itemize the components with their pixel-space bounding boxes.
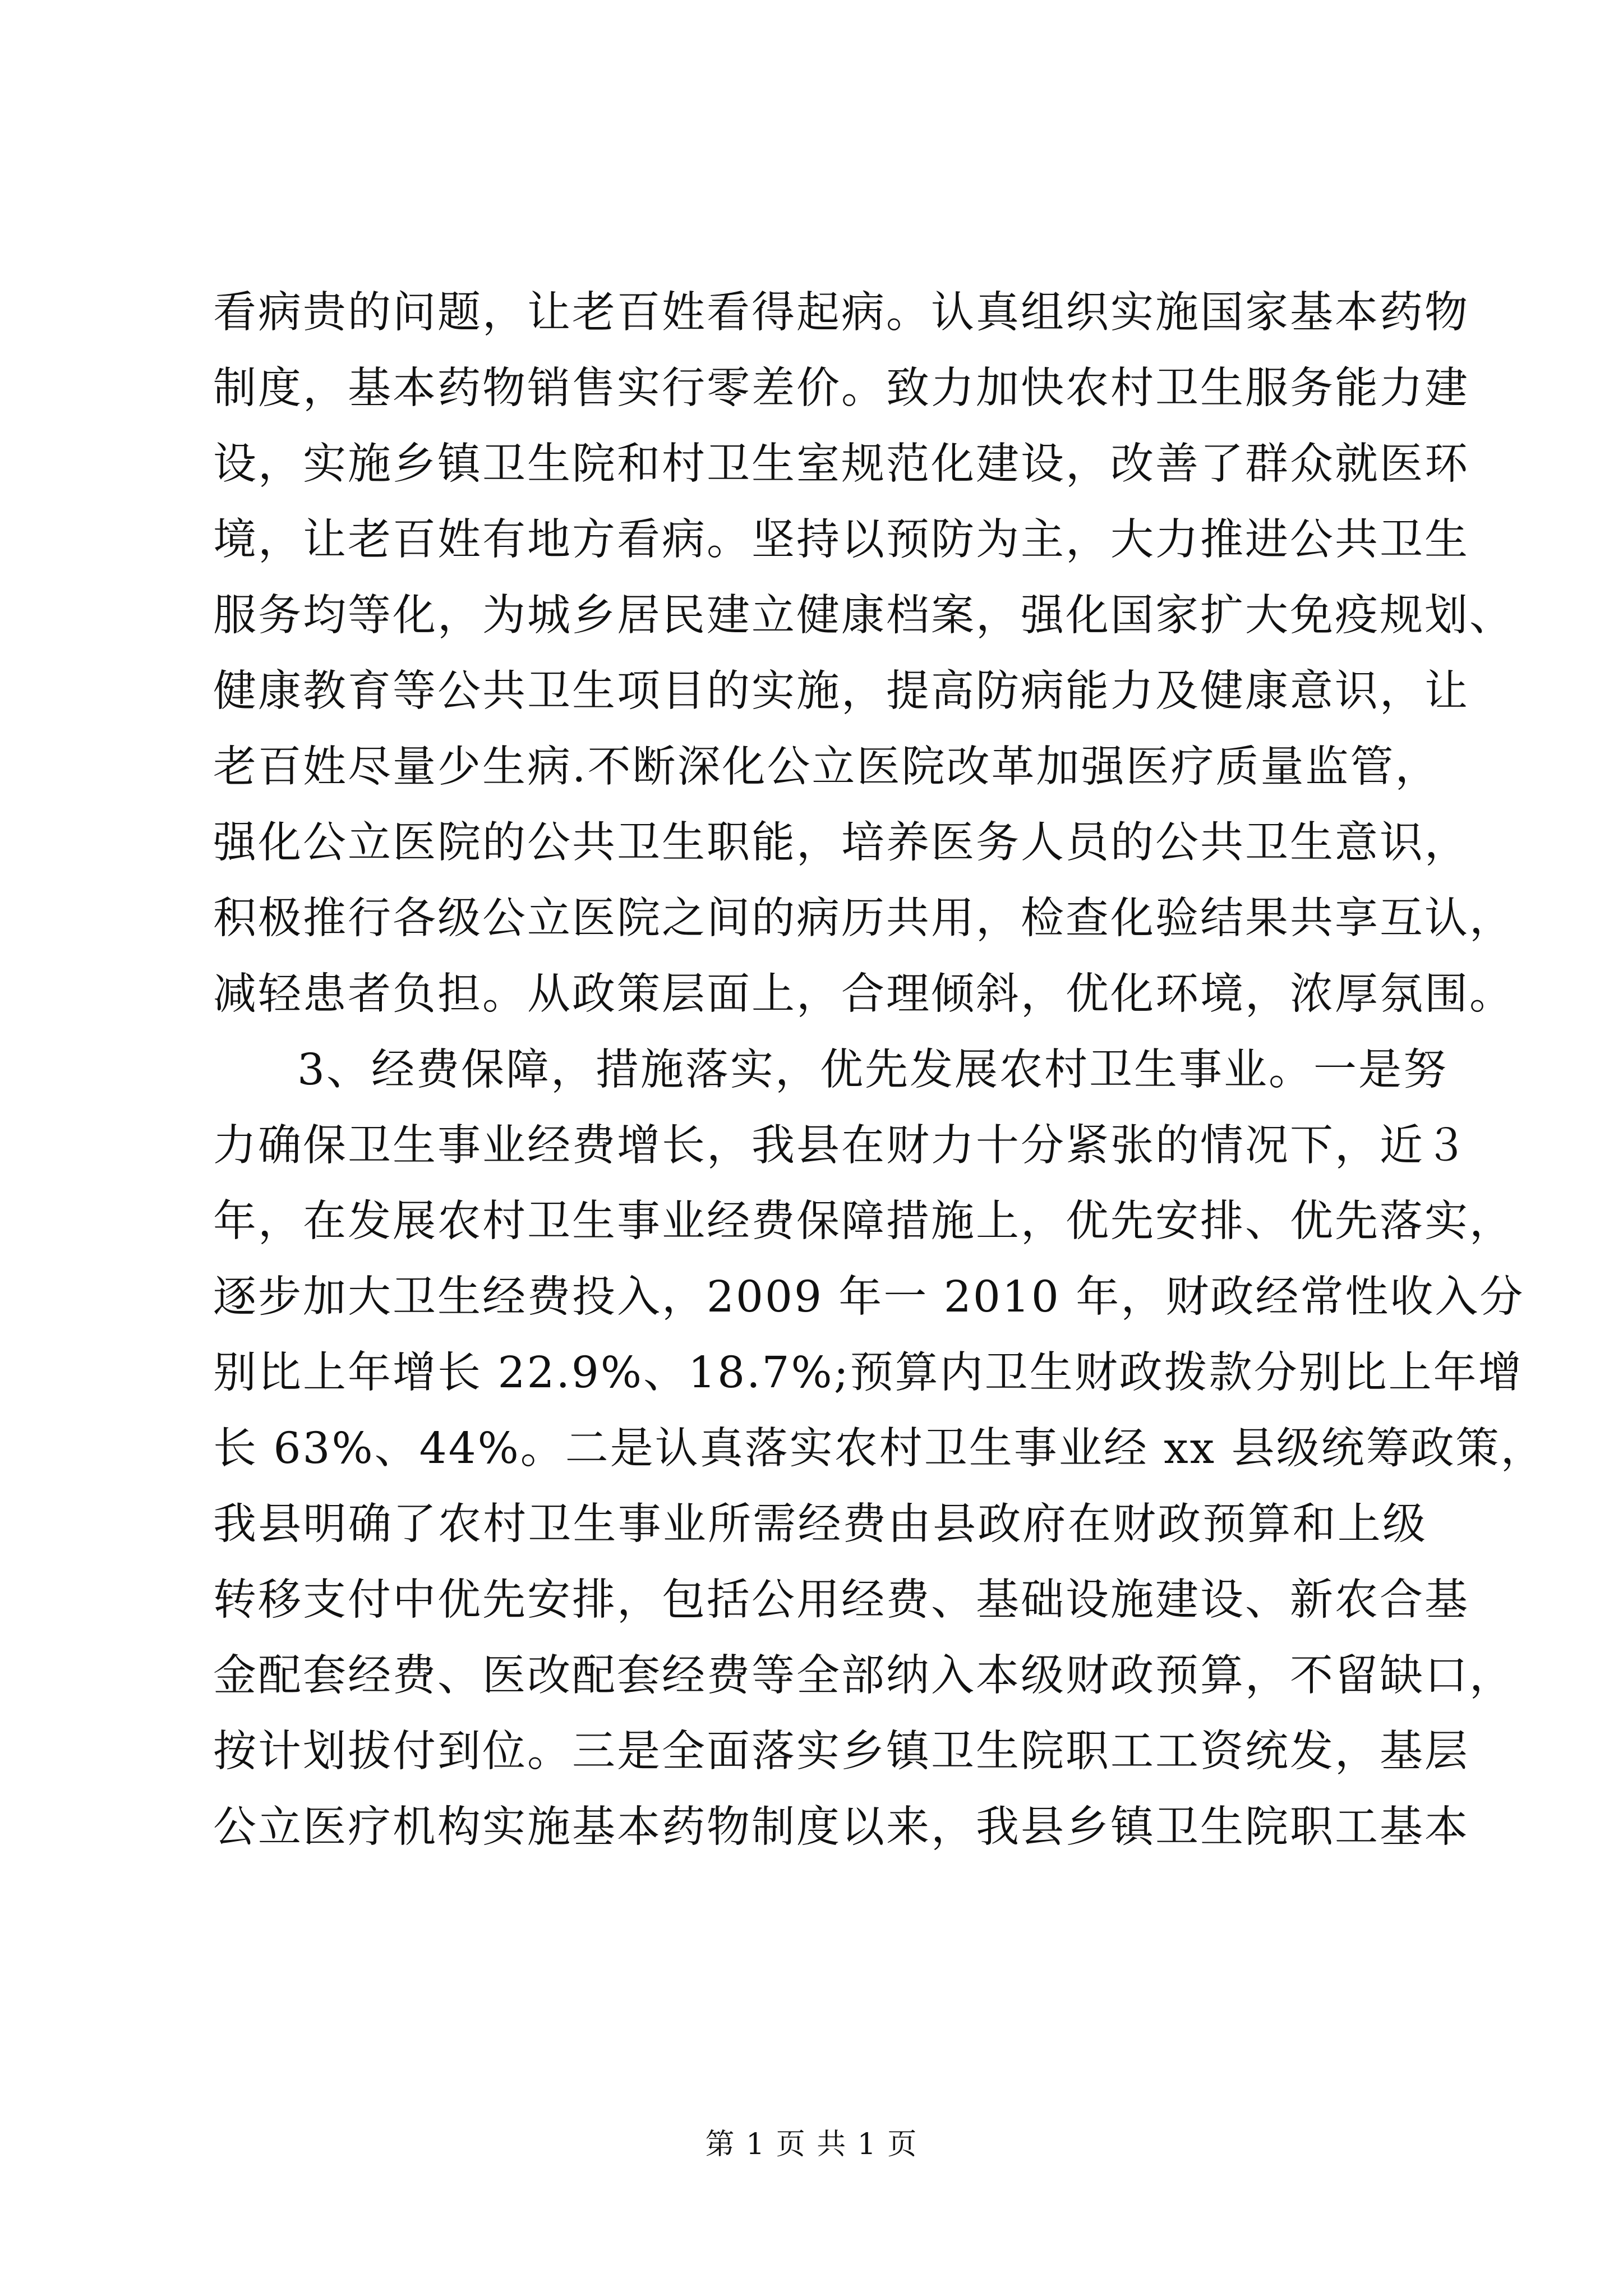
body-text bbox=[213, 275, 1546, 1865]
section-heading-line: 3、经费保障，措施落实，优先发展农村卫生事业。一是努 bbox=[297, 1045, 1448, 1095]
text-line: 老百姓尽量少生病.不断深化公立医院改革加强医疗质量监管， bbox=[213, 742, 1440, 792]
text-line: 金配套经费、医改配套经费等全部纳入本级财政预算，不留缺口， bbox=[213, 1651, 1514, 1701]
text-line: 别比上年增长 22.9%、18.7%;预算内卫生财政拨款分别比上年增 bbox=[213, 1348, 1523, 1398]
text-line: 制度，基本药物销售实行零差价。致力加快农村卫生服务能力建 bbox=[213, 364, 1469, 413]
text-line: 我县明确了农村卫生事业所需经费由县政府在财政预算和上级 bbox=[213, 1499, 1427, 1549]
text-line: 年，在发展农村卫生事业经费保障措施上，优先安排、优先落实， bbox=[213, 1197, 1514, 1246]
text-line: 减轻患者负担。从政策层面上，合理倾斜，优化环境，浓厚氛围。 bbox=[213, 969, 1514, 1019]
text-line: 按计划拔付到位。三是全面落实乡镇卫生院职工工资统发，基层 bbox=[213, 1727, 1469, 1777]
text-line: 积极推行各级公立医院之间的病历共用，检查化验结果共享互认， bbox=[213, 894, 1514, 944]
text-line: 长 63%、44%。二是认真落实农村卫生事业经 xx 县级统筹政策， bbox=[213, 1424, 1546, 1474]
text-line: 境，让老百姓有地方看病。坚持以预防为主，大力推进公共卫生 bbox=[213, 515, 1469, 565]
text-line: 逐步加大卫生经费投入，2009 年一 2010 年，财政经常性收入分 bbox=[213, 1272, 1525, 1322]
text-line: 转移支付中优先安排，包括公用经费、基础设施建设、新农合基 bbox=[213, 1575, 1469, 1625]
text-line: 健康教育等公共卫生项目的实施，提高防病能力及健康意识，让 bbox=[213, 666, 1469, 716]
text-line: 公立医疗机构实施基本药物制度以来，我县乡镇卫生院职工基本 bbox=[213, 1802, 1469, 1852]
page-number-footer: 第 1 页 共 1 页 bbox=[705, 2128, 918, 2161]
text-line: 强化公立医院的公共卫生职能，培养医务人员的公共卫生意识， bbox=[213, 818, 1469, 868]
text-line: 设，实施乡镇卫生院和村卫生室规范化建设，改善了群众就医环 bbox=[213, 439, 1469, 489]
text-line: 服务均等化，为城乡居民建立健康档案，强化国家扩大免疫规划、 bbox=[213, 591, 1514, 641]
text-line: 力确保卫生事业经费增长，我县在财力十分紧张的情况下，近３ bbox=[213, 1121, 1469, 1171]
text-line: 看病贵的问题，让老百姓看得起病。认真组织实施国家基本药物 bbox=[213, 288, 1469, 338]
